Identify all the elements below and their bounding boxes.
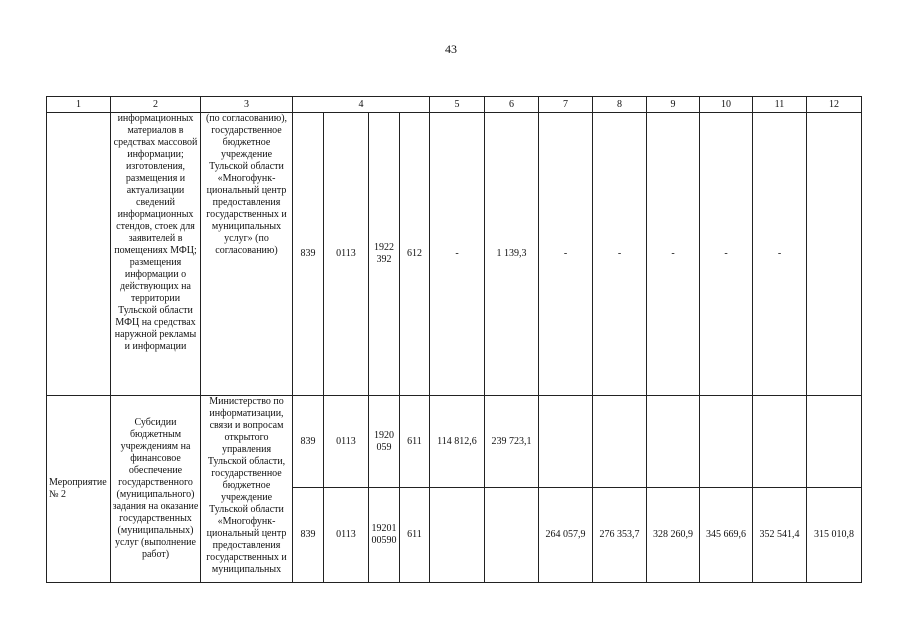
event2-sub1-col6: 239 723,1 <box>485 396 539 488</box>
event2-sub1-col9 <box>647 396 700 488</box>
event2-sub2-col8: 276 353,7 <box>593 488 647 583</box>
row1-col5: - <box>430 113 485 396</box>
page-number: 43 <box>445 42 457 56</box>
event2-sub1-col7 <box>539 396 593 488</box>
event2-label-text: Мероприятие № 2 <box>49 477 107 500</box>
event2-executor-text: Министерство по информатизации, связи и вопросам открытого управления Тульской области, государственное бюджетное учреждение Тульской области «Многофунк-циональный центр предоставления государственных и муниципальных <box>206 396 287 575</box>
header-cell-9: 9 <box>647 97 700 113</box>
row1-col6: 1 139,3 <box>485 113 539 396</box>
header-cell-4: 4 <box>293 97 430 113</box>
row1-event-name-text: информационных материалов в средствах массовой информации; изготовления, размещения и актуализации сведений информационных стендов, стоек для заявителей в помещениях МФЦ; размещения информации о действующих на территории Тульской области МФЦ на средствах наружной рекламы и информации <box>113 113 198 352</box>
row1-col8: - <box>593 113 647 396</box>
event2-sub2-col10: 345 669,6 <box>700 488 753 583</box>
row1-grbs: 839 <box>293 113 324 396</box>
event2-sub2-vr: 611 <box>400 488 430 583</box>
budget-table <box>46 96 862 583</box>
table-row <box>47 113 862 396</box>
event2-name-text: Субсидии бюджетным учреждениям на финансовое обеспечение государственного (муниципального) задания на оказание государственных (муниципальных) услуг (выполнение работ) <box>112 417 199 560</box>
row1-col10: - <box>700 113 753 396</box>
event2-sub1-col8 <box>593 396 647 488</box>
event2-label <box>47 396 111 583</box>
event2-sub2-rzpr: 0113 <box>324 488 369 583</box>
event2-sub2-col11: 352 541,4 <box>753 488 807 583</box>
event2-sub1-vr: 611 <box>400 396 430 488</box>
event2-sub1-grbs: 839 <box>293 396 324 488</box>
header-cell-3: 3 <box>201 97 293 113</box>
event2-sub2-csr: 19201 00590 <box>369 488 400 583</box>
event2-sub2-grbs: 839 <box>293 488 324 583</box>
row1-col7: - <box>539 113 593 396</box>
header-row <box>47 97 862 113</box>
event2-sub1-col10 <box>700 396 753 488</box>
event2-sub2-col5 <box>430 488 485 583</box>
event2-sub1-csr: 1920 059 <box>369 396 400 488</box>
header-cell-1: 1 <box>47 97 111 113</box>
table-row <box>47 396 862 488</box>
event2-executor <box>201 396 293 583</box>
row1-executor-text: (по согласованию), государственное бюджетное учреждение Тульской области «Многофунк-циональный центр предоставления государственных и муниципальных услуг» (по согласованию) <box>205 113 288 256</box>
header-cell-11: 11 <box>753 97 807 113</box>
header-cell-8: 8 <box>593 97 647 113</box>
header-cell-6: 6 <box>485 97 539 113</box>
row1-csr: 1922 392 <box>369 113 400 396</box>
row1-rzpr: 0113 <box>324 113 369 396</box>
row1-col11: - <box>753 113 807 396</box>
event2-sub2-col7: 264 057,9 <box>539 488 593 583</box>
row1-vr: 612 <box>400 113 430 396</box>
row1-col9: - <box>647 113 700 396</box>
event2-sub1-col11 <box>753 396 807 488</box>
header-cell-10: 10 <box>700 97 753 113</box>
event2-sub1-rzpr: 0113 <box>324 396 369 488</box>
row1-col1 <box>47 113 111 396</box>
header-cell-12: 12 <box>807 97 862 113</box>
row1-event-name <box>111 113 201 396</box>
event2-sub1-col5: 114 812,6 <box>430 396 485 488</box>
header-cell-5: 5 <box>430 97 485 113</box>
row1-col12 <box>807 113 862 396</box>
header-cell-2: 2 <box>111 97 201 113</box>
event2-sub2-col12: 315 010,8 <box>807 488 862 583</box>
event2-sub1-col12 <box>807 396 862 488</box>
header-cell-7: 7 <box>539 97 593 113</box>
event2-sub2-col9: 328 260,9 <box>647 488 700 583</box>
event2-name <box>111 396 201 583</box>
row1-executor <box>201 113 293 396</box>
event2-sub2-col6 <box>485 488 539 583</box>
